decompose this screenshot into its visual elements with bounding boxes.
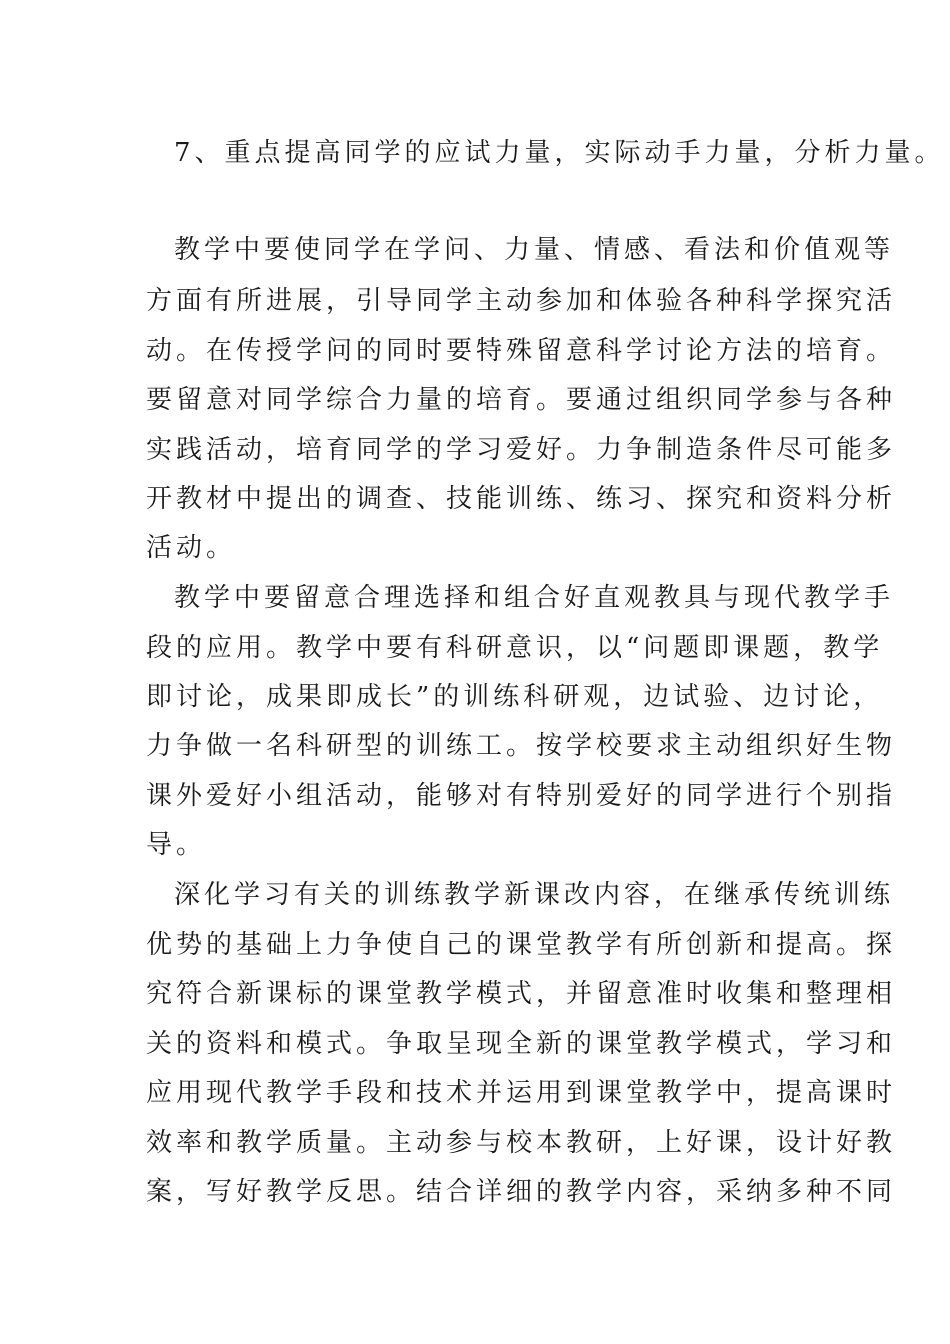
text-line-17: 究符合新课标的课堂教学模式，并留意准时收集和整理相	[146, 979, 897, 1009]
text-line-7: 开教材中提出的调查、技能训练、练习、探究和资料分析	[146, 484, 897, 514]
text-line-11: 即讨论，成果即成长”的训练科研观，边试验、边讨论，	[146, 682, 884, 712]
text-line-6: 实践活动，培育同学的学习爱好。力争制造条件尽可能多	[146, 435, 897, 465]
text-line-20: 效率和教学质量。主动参与校本教研，上好课，设计好教	[146, 1128, 897, 1158]
text-line-16: 优势的基础上力争使自己的课堂教学有所创新和提高。探	[146, 930, 897, 960]
text-line-19: 应用现代教学手段和技术并运用到课堂教学中，提高课时	[146, 1078, 897, 1108]
text-line-15: 深化学习有关的训练教学新课改内容，在继承传统训练	[174, 880, 895, 910]
text-line-8: 活动。	[146, 533, 237, 563]
text-line-13: 课外爱好小组活动，能够对有特别爱好的同学进行个别指	[146, 781, 897, 811]
text-line-5: 要留意对同学综合力量的培育。要通过组织同学参与各种	[146, 385, 897, 415]
text-line-2: 教学中要使同学在学问、力量、情感、看法和价值观等	[174, 235, 895, 265]
text-line-9: 教学中要留意合理选择和组合好直观教具与现代教学手	[174, 583, 895, 613]
text-line-18: 关的资料和模式。争取呈现全新的课堂教学模式，学习和	[146, 1029, 897, 1059]
text-line-12: 力争做一名科研型的训练工。按学校要求主动组织好生物	[146, 731, 897, 761]
text-line-4: 动。在传授学问的同时要特殊留意科学讨论方法的培育。	[146, 336, 897, 366]
text-line-1: 7、重点提高同学的应试力量，实际动手力量，分析力量。	[174, 138, 945, 168]
text-line-10: 段的应用。教学中要有科研意识，以“问题即课题，教学	[146, 633, 884, 663]
text-line-21: 案，写好教学反思。结合详细的教学内容，采纳多种不同	[146, 1177, 897, 1207]
text-line-3: 方面有所进展，引导同学主动参加和体验各种科学探究活	[146, 286, 897, 316]
text-line-14: 导。	[146, 830, 207, 860]
